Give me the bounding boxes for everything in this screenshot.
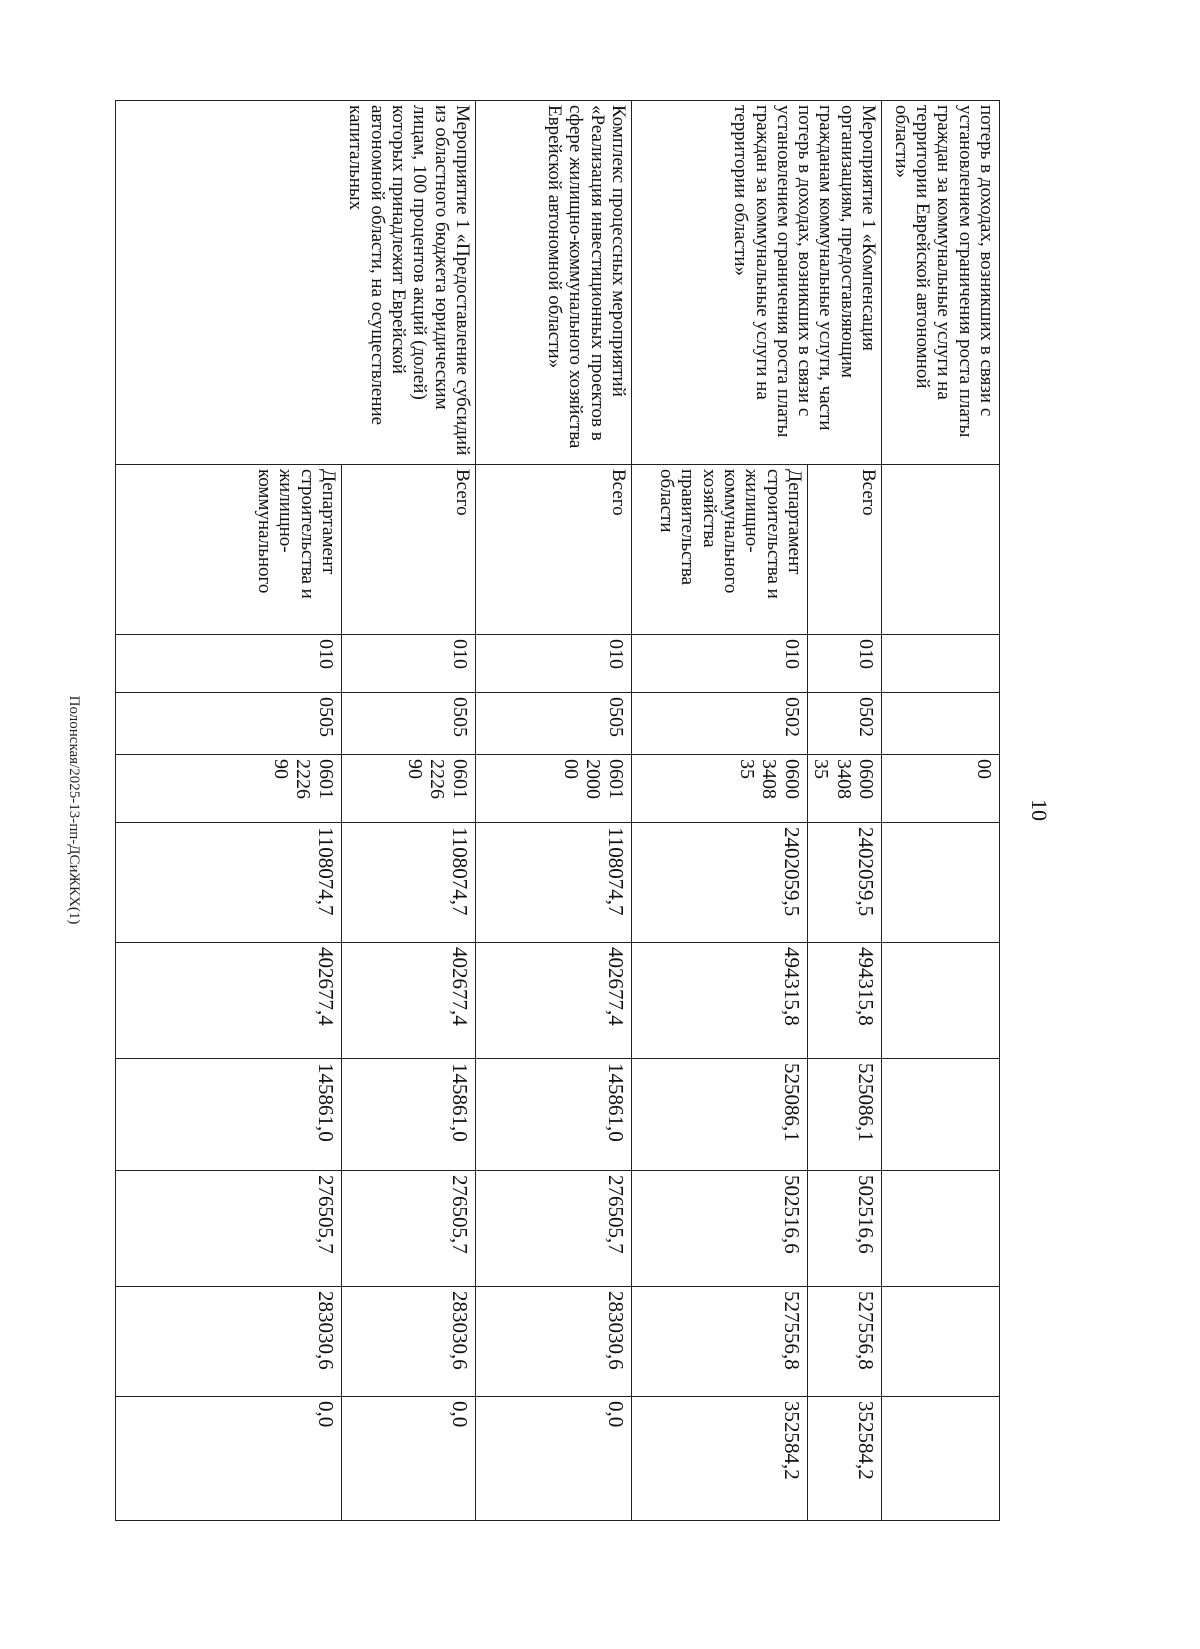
cell-year-2: 525086,1 xyxy=(807,1059,881,1171)
cell-year-3: 276505,7 xyxy=(341,1171,475,1287)
cell-grbs: 010 xyxy=(475,635,631,693)
table-row xyxy=(475,101,631,1521)
cell-name: Мероприятие 1 «Компенсация организациям, предоставляющим гражданам коммунальные услуги, части потерь в доходах, возникших в связи с установлением ограничения роста платы граждан за коммунальные услуги на территории области» xyxy=(631,101,881,465)
cell-year-1 xyxy=(882,943,1000,1059)
cell-executor: Всего xyxy=(807,465,881,635)
cell-year-1: 402677,4 xyxy=(475,943,631,1059)
table-row xyxy=(882,101,1000,1521)
cell-year-5: 352584,2 xyxy=(631,1397,807,1521)
cell-executor: Департамент строительства и жилищно-коммунального xyxy=(115,465,341,635)
cell-executor xyxy=(882,465,1000,635)
cell-year-4: 527556,8 xyxy=(631,1287,807,1397)
cell-year-1: 494315,8 xyxy=(807,943,881,1059)
cell-rzpr: 0505 xyxy=(341,693,475,755)
cell-year-5: 352584,2 xyxy=(807,1397,881,1521)
cell-year-4: 527556,8 xyxy=(807,1287,881,1397)
cell-total: 1108074,7 xyxy=(115,823,341,943)
cell-name: Комплекс процессных мероприятий «Реализация инвестиционных проектов в сфере жилищно-коммунального хозяйства Еврейской автономной области» xyxy=(475,101,631,465)
cell-year-2: 145861,0 xyxy=(115,1059,341,1171)
cell-rzpr: 0502 xyxy=(807,693,881,755)
cell-year-4: 283030,6 xyxy=(115,1287,341,1397)
cell-csr: 0601 2226 90 xyxy=(115,755,341,823)
cell-year-3: 276505,7 xyxy=(115,1171,341,1287)
cell-grbs: 010 xyxy=(807,635,881,693)
page-number: 10 xyxy=(1027,799,1052,821)
cell-total: 2402059,5 xyxy=(807,823,881,943)
cell-rzpr: 0505 xyxy=(475,693,631,755)
cell-year-4: 283030,6 xyxy=(341,1287,475,1397)
document-reference: Полонская/2025-13-пп-ДСиЖКХ(1) xyxy=(66,695,82,925)
cell-grbs: 010 xyxy=(341,635,475,693)
cell-name: Мероприятие 1 «Предоставление субсидий из областного бюджета юридическим лицам, 100 процентов акций (долей) которых принадлежит Еврейской автономной области, на осуществление капитальных xyxy=(115,101,475,465)
cell-grbs: 010 xyxy=(631,635,807,693)
cell-year-1: 402677,4 xyxy=(115,943,341,1059)
cell-total: 1108074,7 xyxy=(475,823,631,943)
cell-grbs: 010 xyxy=(115,635,341,693)
cell-year-1: 494315,8 xyxy=(631,943,807,1059)
cell-total: 2402059,5 xyxy=(631,823,807,943)
cell-executor: Департамент строительства и жилищно-коммунального хозяйства правительства области xyxy=(631,465,807,635)
cell-year-5: 0,0 xyxy=(115,1397,341,1521)
cell-rzpr xyxy=(882,693,1000,755)
cell-csr: 0601 2000 00 xyxy=(475,755,631,823)
rotated-page xyxy=(66,100,1052,1520)
cell-rzpr: 0505 xyxy=(115,693,341,755)
cell-executor: Всего xyxy=(475,465,631,635)
cell-csr: 0601 2226 90 xyxy=(341,755,475,823)
cell-year-5: 0,0 xyxy=(341,1397,475,1521)
cell-year-2: 145861,0 xyxy=(475,1059,631,1171)
cell-csr: 0600 3408 35 xyxy=(807,755,881,823)
cell-csr: 0600 3408 35 xyxy=(631,755,807,823)
cell-total: 1108074,7 xyxy=(341,823,475,943)
cell-year-2 xyxy=(882,1059,1000,1171)
cell-year-3: 502516,6 xyxy=(631,1171,807,1287)
cell-year-4: 283030,6 xyxy=(475,1287,631,1397)
budget-table xyxy=(115,100,1000,1521)
cell-year-5: 0,0 xyxy=(475,1397,631,1521)
cell-year-1: 402677,4 xyxy=(341,943,475,1059)
cell-year-5 xyxy=(882,1397,1000,1521)
cell-total xyxy=(882,823,1000,943)
cell-year-3 xyxy=(882,1171,1000,1287)
cell-executor: Всего xyxy=(341,465,475,635)
cell-grbs xyxy=(882,635,1000,693)
cell-year-3: 276505,7 xyxy=(475,1171,631,1287)
page-header xyxy=(1012,100,1052,1520)
cell-year-2: 145861,0 xyxy=(341,1059,475,1171)
table-row xyxy=(807,101,881,1521)
cell-rzpr: 0502 xyxy=(631,693,807,755)
cell-name: потерь в доходах, возникших в связи с установлением ограничения роста платы граждан за коммунальные услуги на территории Еврейской автономной области» xyxy=(882,101,1000,465)
cell-year-4 xyxy=(882,1287,1000,1397)
cell-year-3: 502516,6 xyxy=(807,1171,881,1287)
table-row xyxy=(341,101,475,1521)
cell-year-2: 525086,1 xyxy=(631,1059,807,1171)
cell-csr: 00 xyxy=(882,755,1000,823)
